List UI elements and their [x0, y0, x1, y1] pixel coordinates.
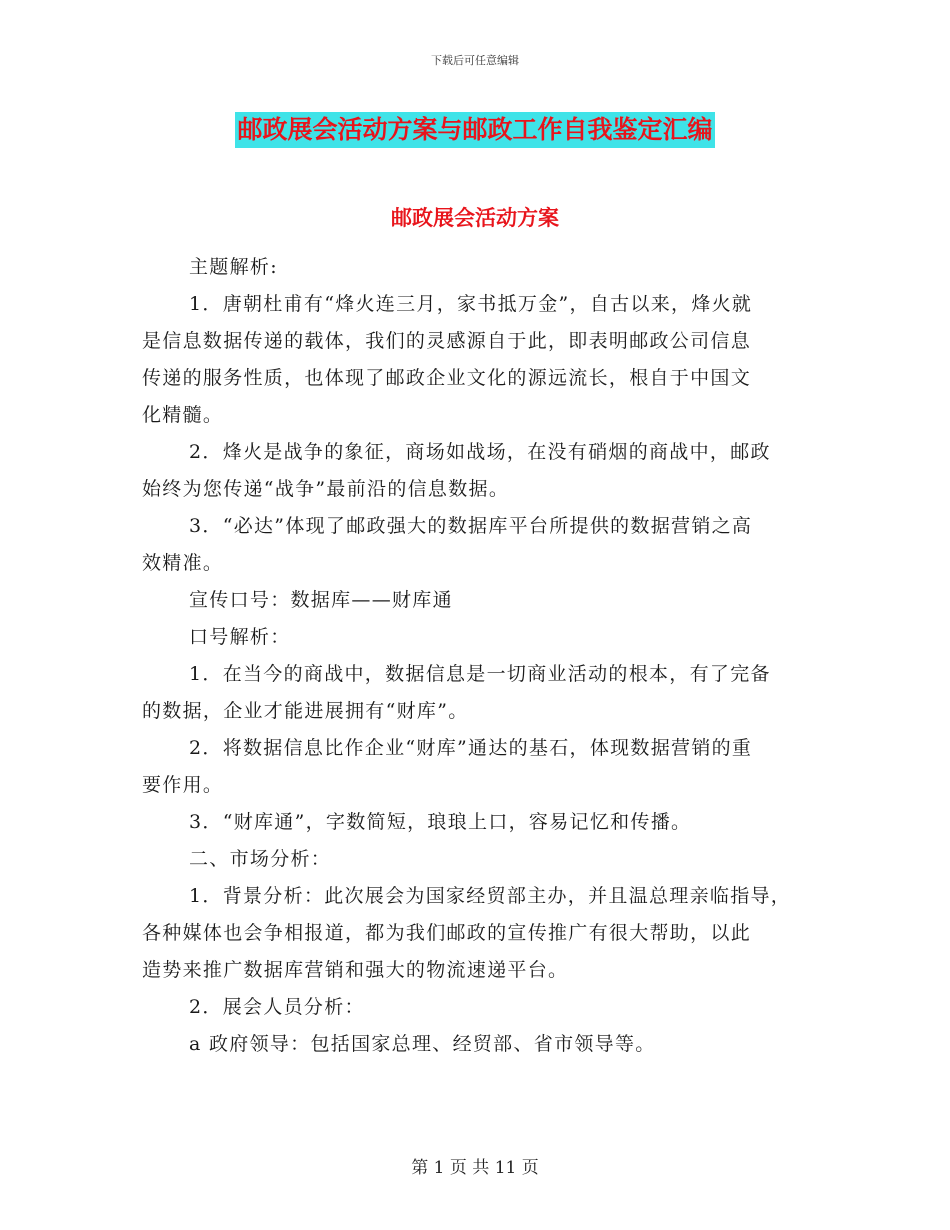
text-line: a 政府领导：包括国家总理、经贸部、省市领导等。	[189, 1033, 656, 1055]
text-line: 要作用。	[142, 774, 224, 796]
section-title: 邮政展会活动方案	[391, 205, 559, 230]
text-line: 的数据，企业才能进展拥有“财库”。	[142, 700, 469, 722]
text-line: 造势来推广数据库营销和强大的物流速递平台。	[142, 959, 569, 981]
text-line: 3．“必达”体现了邮政强大的数据库平台所提供的数据营销之高	[189, 515, 753, 537]
text-line: 主题解析:	[189, 256, 278, 278]
text-line: 1．在当今的商战中，数据信息是一切商业活动的根本，有了完备	[189, 663, 771, 685]
document-title: 邮政展会活动方案与邮政工作自我鉴定汇编	[235, 112, 714, 148]
text-line: 1．背景分析：此次展会为国家经贸部主办，并且温总理亲临指导，	[189, 885, 792, 907]
text-line: 口号解析：	[189, 626, 291, 648]
page-header-note: 下载后可任意编辑	[431, 54, 519, 67]
text-line: 是信息数据传递的载体，我们的灵感源自于此，即表明邮政公司信息	[142, 330, 752, 352]
text-line: 2．将数据信息比作企业“财库”通达的基石，体现数据营销的重	[189, 737, 753, 759]
text-line: 二、市场分析：	[189, 848, 332, 870]
page-footer: 第 1 页 共 11 页	[411, 1158, 539, 1178]
text-line: 3．“财库通”，字数简短，琅琅上口，容易记忆和传播。	[189, 811, 692, 833]
text-line: 传递的服务性质，也体现了邮政企业文化的源远流长，根自于中国文	[142, 367, 752, 389]
text-line: 始终为您传递“战争”最前沿的信息数据。	[142, 478, 510, 500]
text-line: 2．烽火是战争的象征，商场如战场，在没有硝烟的商战中，邮政	[189, 441, 771, 463]
text-line: 各种媒体也会争相报道，都为我们邮政的宣传推广有很大帮助，以此	[142, 922, 752, 944]
text-line: 1．唐朝杜甫有“烽火连三月，家书抵万金”，自古以来，烽火就	[189, 293, 753, 315]
text-line: 效精准。	[142, 552, 224, 574]
text-line: 2．展会人员分析：	[189, 996, 365, 1018]
text-line: 化精髓。	[142, 404, 224, 426]
text-line: 宣传口号：数据库——财库通	[189, 589, 453, 611]
document-title-container	[0, 112, 950, 148]
document-body	[142, 249, 822, 1063]
